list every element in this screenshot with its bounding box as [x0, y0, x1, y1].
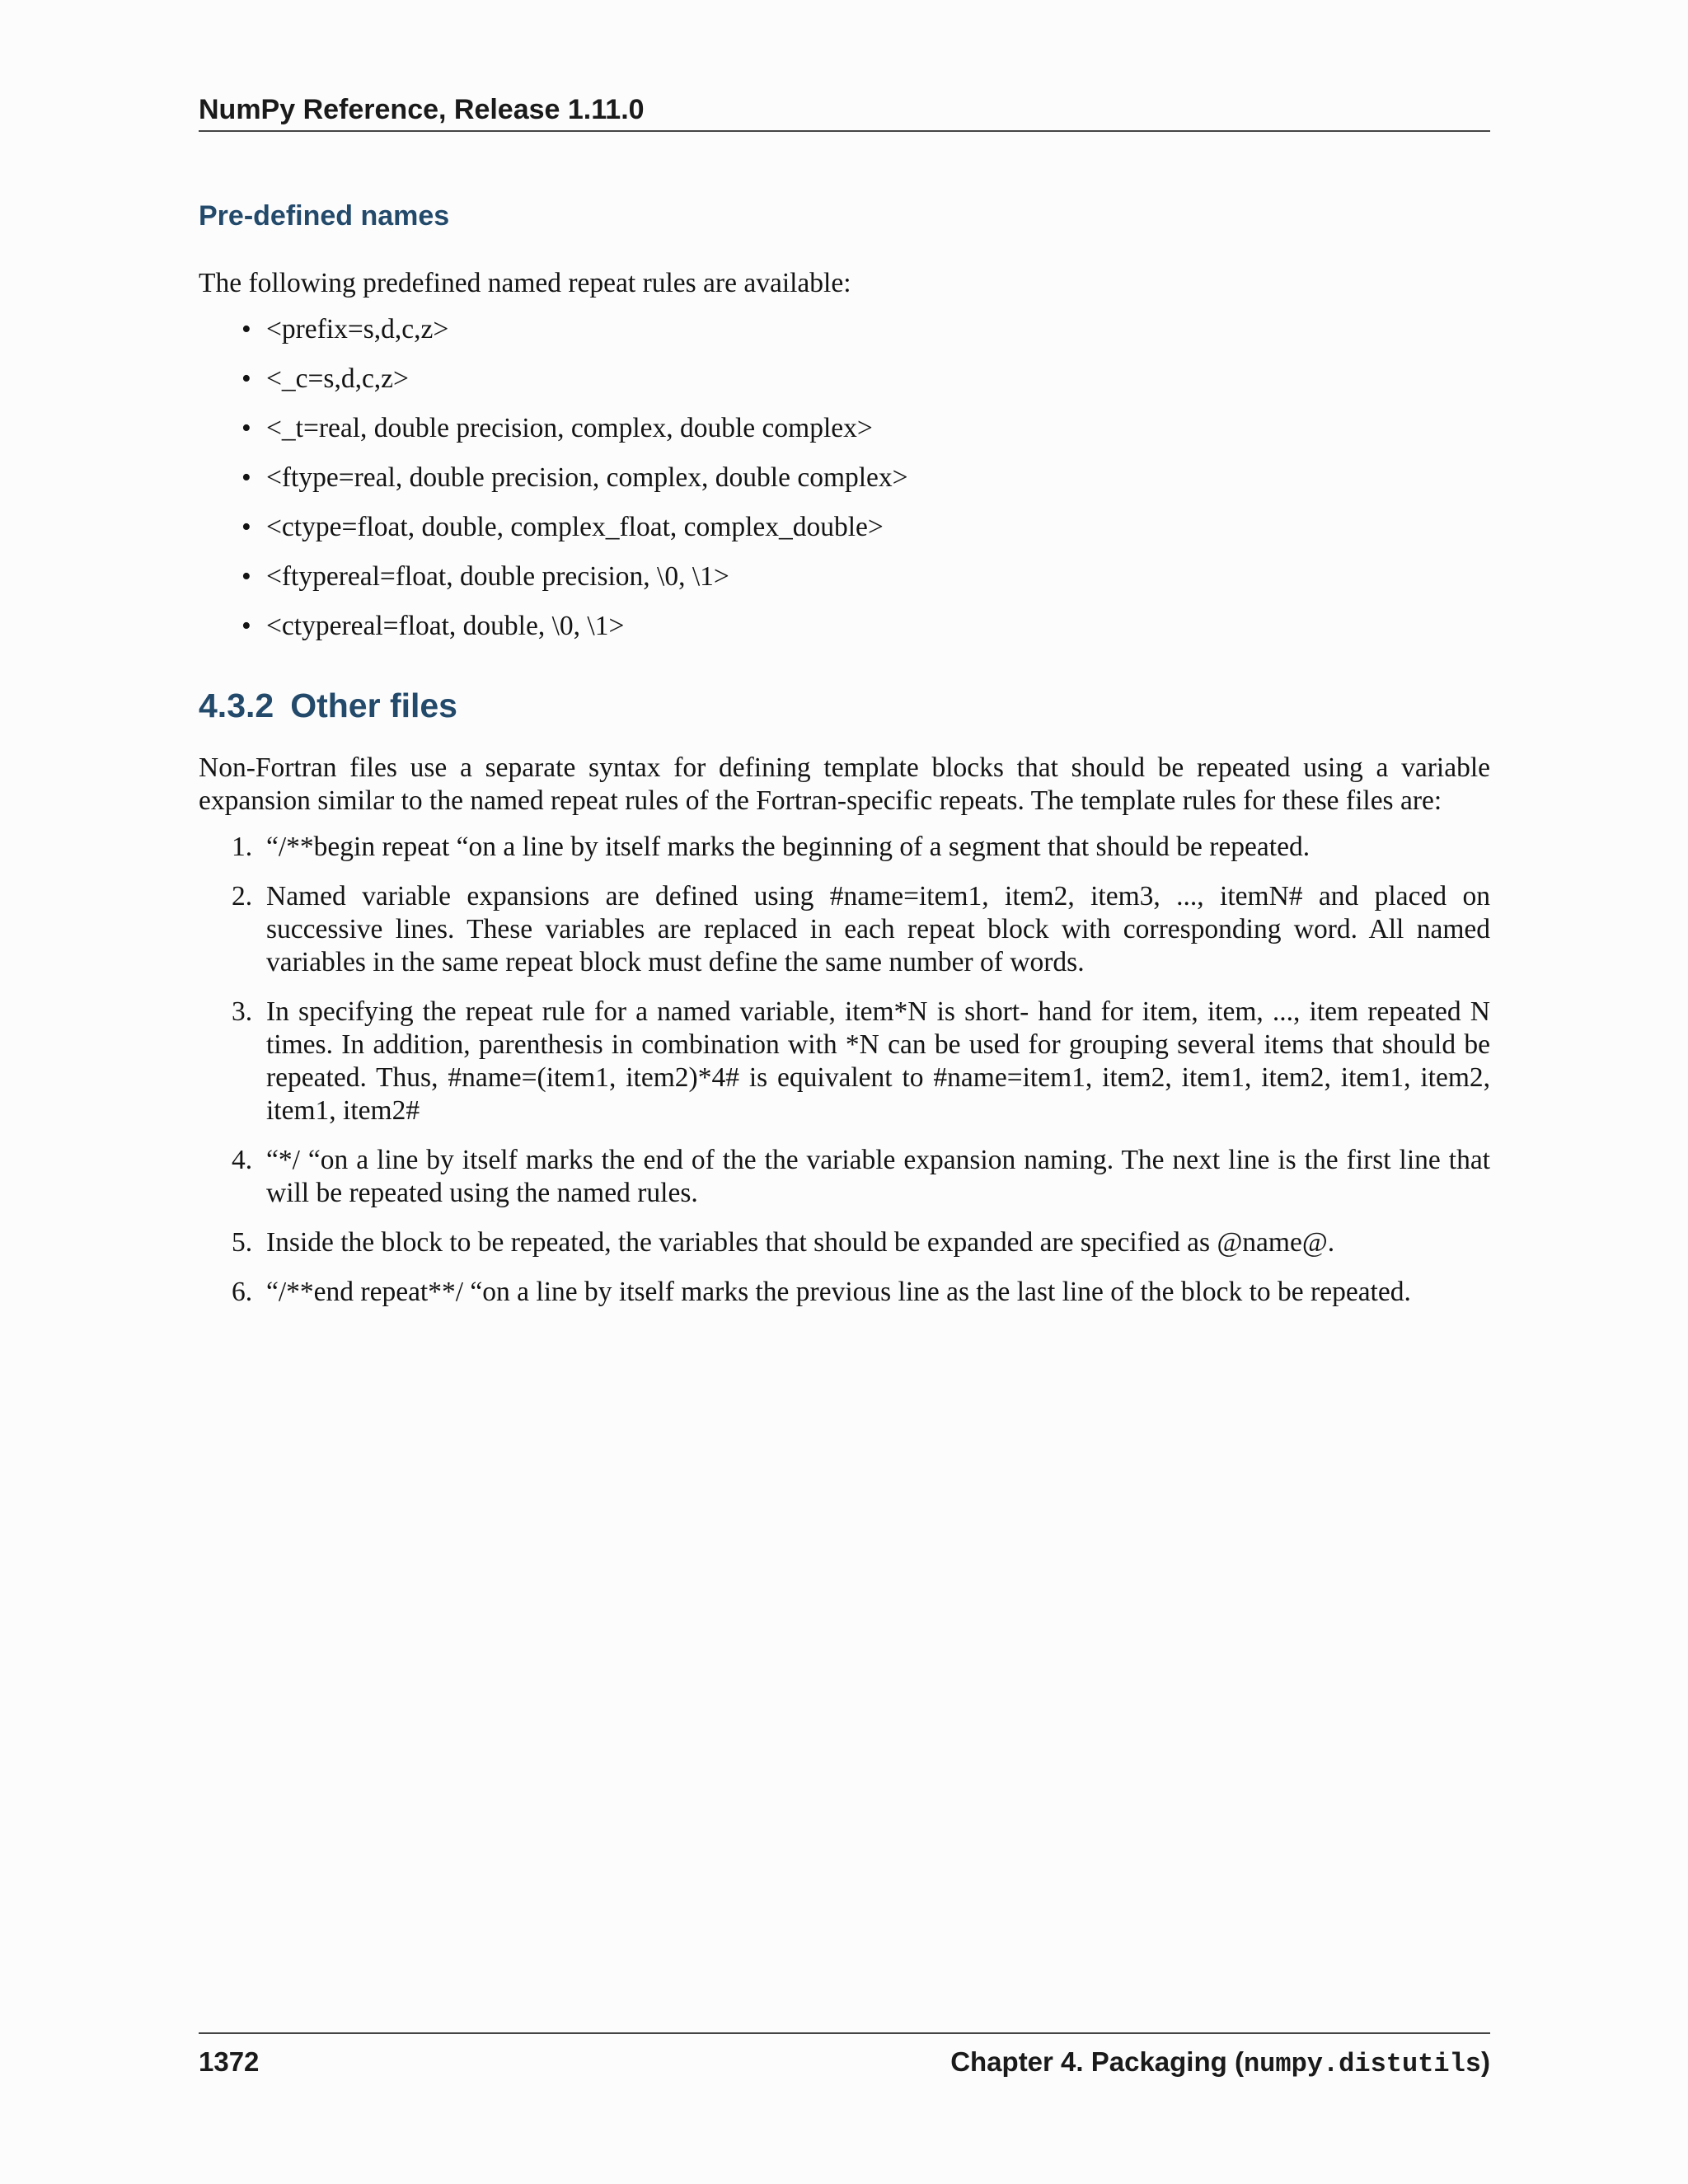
list-item: [232, 880, 1490, 979]
list-item: [232, 1226, 1490, 1259]
list-item: [232, 1276, 1490, 1309]
list-item: • <_c=s,d,c,z>: [266, 363, 1490, 396]
list-marker: 4.: [232, 1145, 253, 1175]
list-item-text: In specifying the repeat rule for a named variable, item*N is short- hand for item, item, ..., item repeated N times. In addition, parenthesis in combination with *N can be used for grouping several items that should be repeated. Thus, #name=(item1, item2)*4# is equivalent to #name=item1, item2, item1, item2, item1, item2, item1, item2#: [266, 996, 1490, 1126]
list-item: [232, 1144, 1490, 1210]
list-item: • <_t=real, double precision, complex, double complex>: [266, 412, 1490, 445]
chapter-prefix: Chapter 4. Packaging (: [950, 2046, 1244, 2077]
list-item: • <ctypereal=float, double, \0, \1>: [266, 610, 1490, 643]
running-footer: [199, 2032, 1490, 2083]
chapter-title: [950, 2044, 1490, 2083]
predefined-names-heading: Pre-defined names: [199, 200, 450, 232]
predefined-rules-list: [199, 313, 1490, 643]
section-heading-other-files: [199, 682, 1490, 729]
list-marker: 5.: [232, 1227, 253, 1258]
list-marker: 2.: [232, 881, 253, 912]
list-marker: 6.: [232, 1277, 253, 1307]
list-item-text: “*/ “on a line by itself marks the end of the the variable expansion naming. The next line is the first line that will be repeated using the named rules.: [266, 1145, 1490, 1208]
page-number: 1372: [199, 2046, 260, 2077]
chapter-code: numpy.distutils: [1243, 2049, 1481, 2079]
list-marker: 1.: [232, 832, 253, 862]
list-item: [232, 996, 1490, 1127]
predefined-intro: The following predefined named repeat rules are available:: [199, 268, 851, 298]
section-title: Other files: [290, 687, 457, 724]
list-item-text: Inside the block to be repeated, the variables that should be expanded are specified as @name@.: [266, 1227, 1335, 1258]
list-item: • <prefix=s,d,c,z>: [266, 313, 1490, 346]
list-item-text: “/**end repeat**/ “on a line by itself marks the previous line as the last line of the block to be repeated.: [266, 1277, 1411, 1307]
list-item: [232, 831, 1490, 864]
list-item: • <ftypereal=float, double precision, \0, \1>: [266, 560, 1490, 593]
template-rules-list: [199, 831, 1490, 1309]
chapter-suffix: ): [1481, 2046, 1490, 2077]
running-header: [199, 92, 1490, 132]
section-number: 4.3.2: [199, 687, 274, 724]
page-content: [199, 194, 1490, 1325]
list-item-text: Named variable expansions are defined using #name=item1, item2, item3, ..., itemN# and placed on successive lines. These variables are replaced in each repeat block with corresponding word. All named variables in the same repeat block must define the same number of words.: [266, 881, 1490, 977]
list-item: • <ftype=real, double precision, complex, double complex>: [266, 462, 1490, 494]
list-item: • <ctype=float, double, complex_float, complex_double>: [266, 511, 1490, 544]
header-title: NumPy Reference, Release 1.11.0: [199, 94, 645, 125]
other-files-paragraph: Non-Fortran files use a separate syntax for defining template blocks that should be repeated using a variable expansion similar to the named repeat rules of the Fortran-specific repeats. The template rules for these files are:: [199, 752, 1490, 816]
list-marker: 3.: [232, 996, 253, 1027]
list-item-text: “/**begin repeat “on a line by itself marks the beginning of a segment that should be repeated.: [266, 832, 1311, 862]
